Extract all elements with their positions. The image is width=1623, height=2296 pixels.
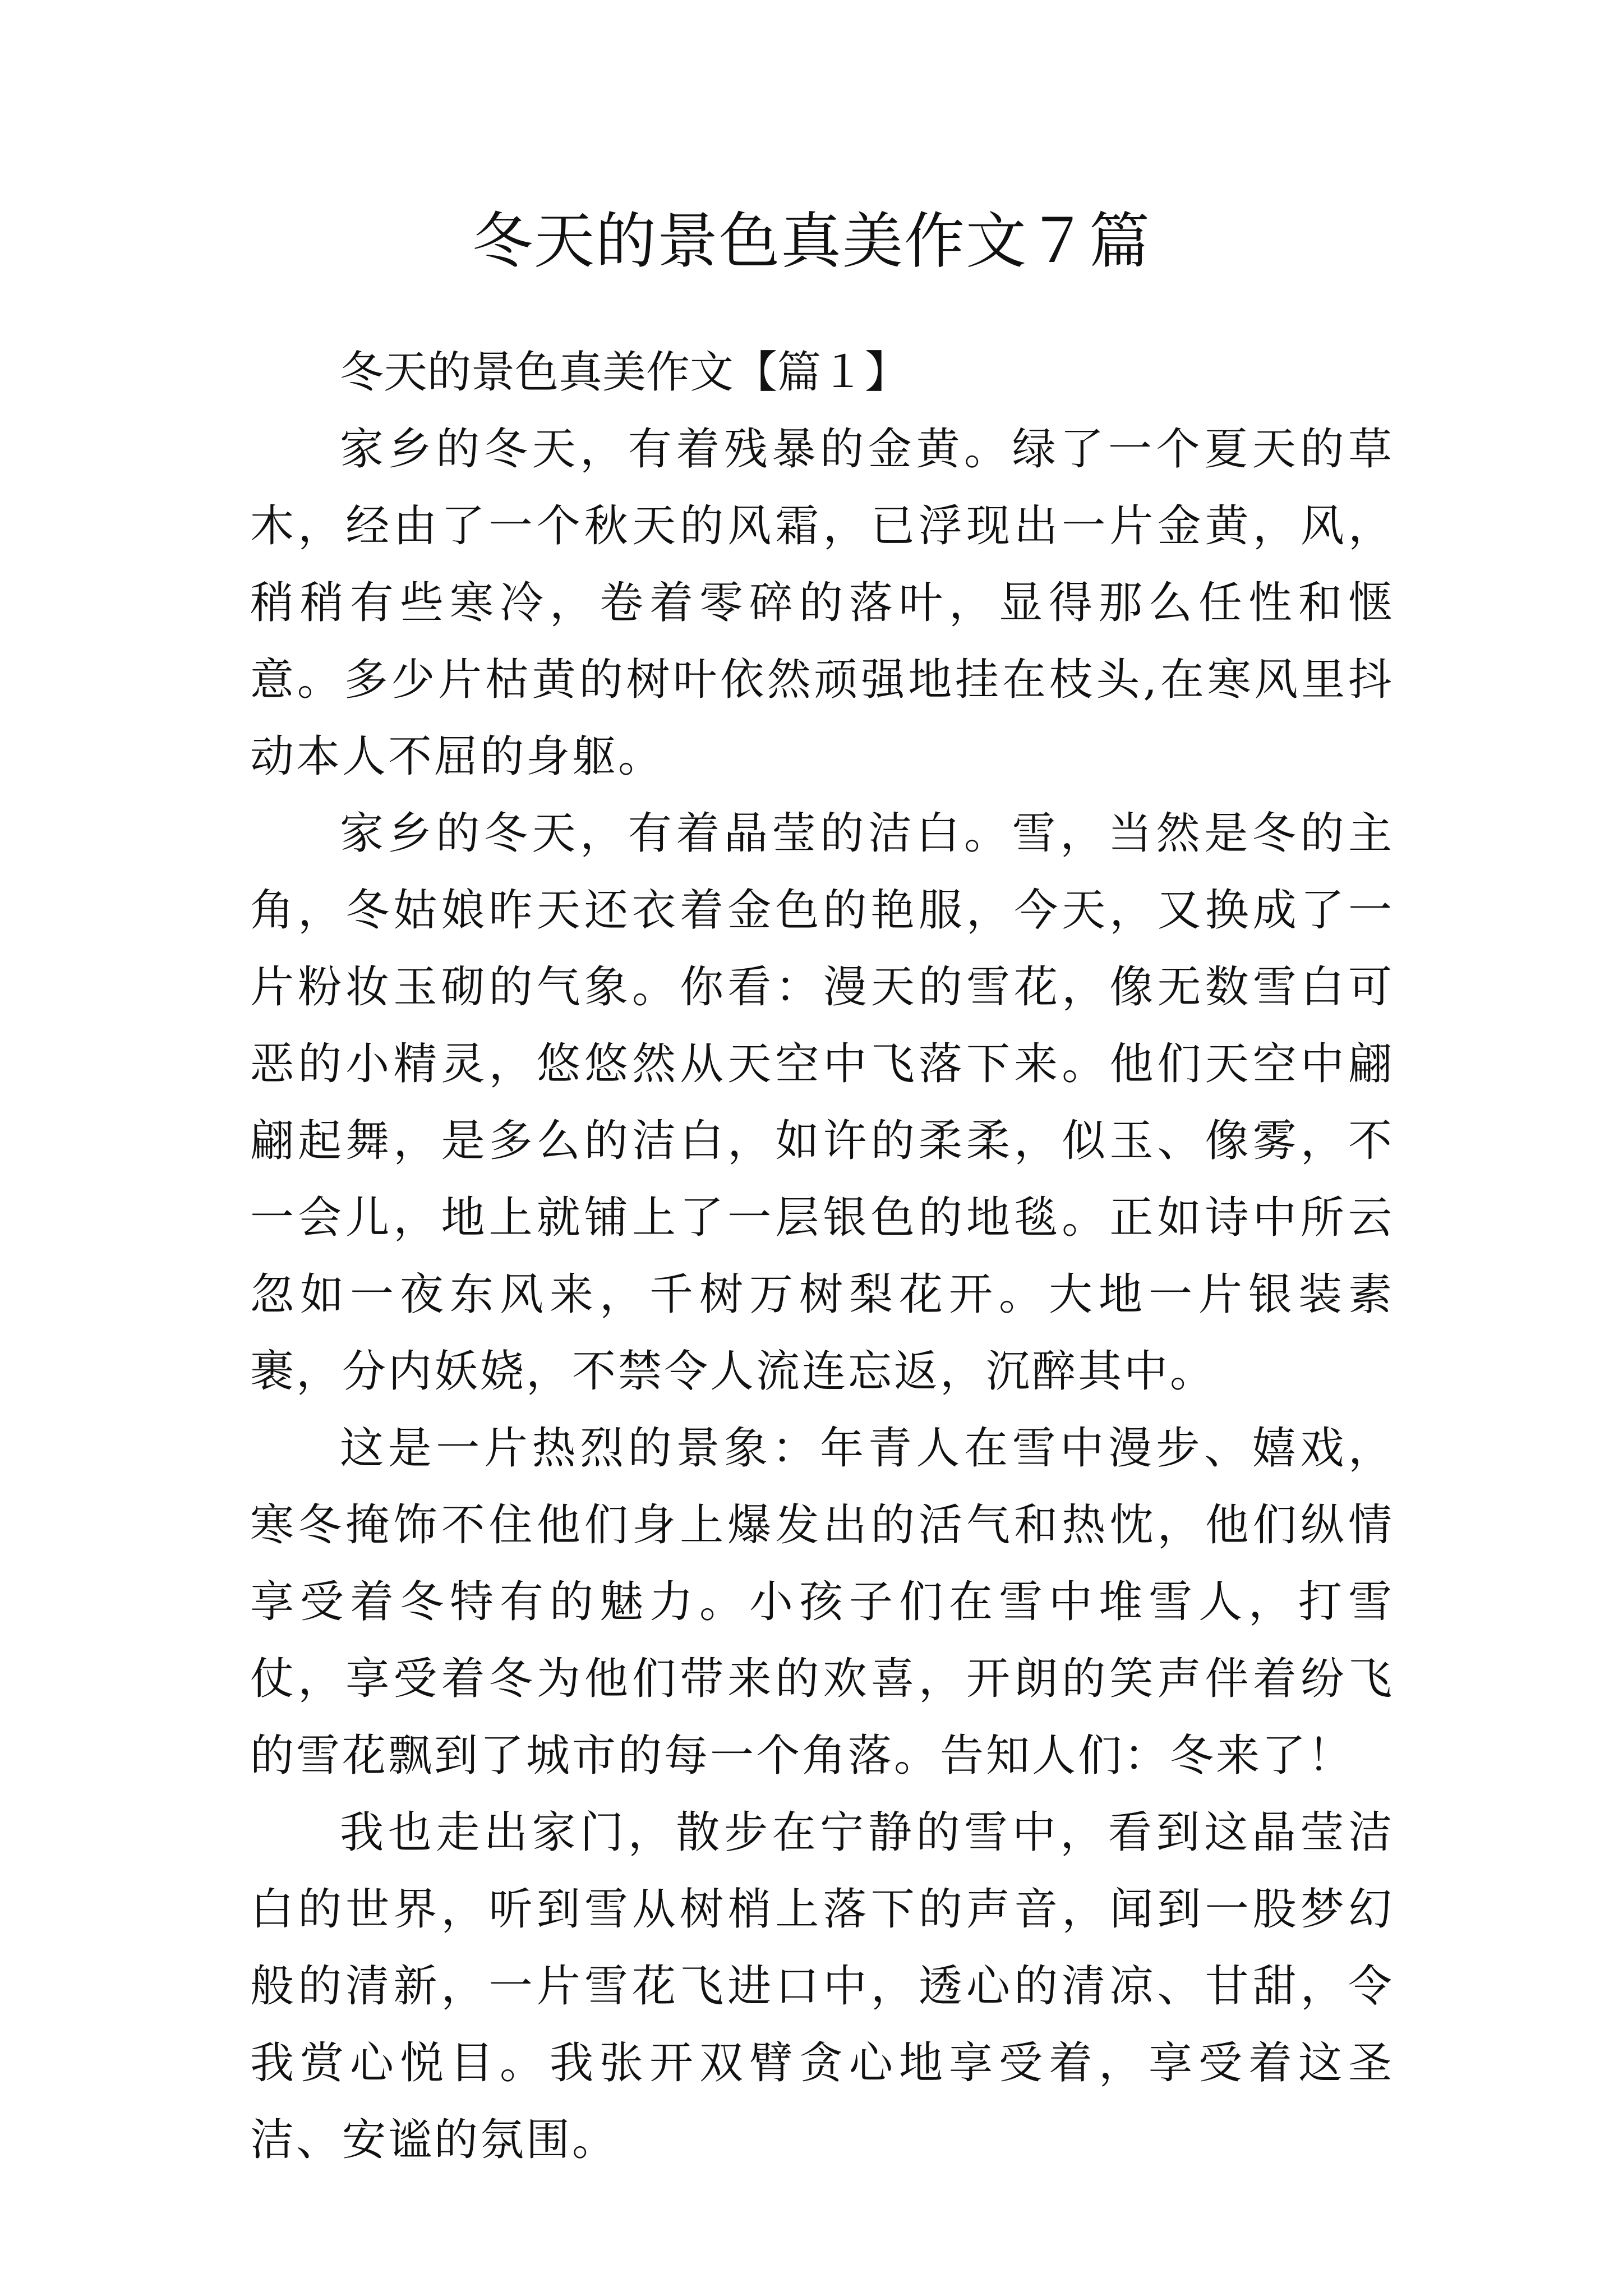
paragraph-1: 家乡的冬天，有着残暴的金黄。绿了一个夏天的草木，经由了一个秋天的风霜，已浮现出一片金黄，风，稍稍有些寒冷，卷着零碎的落叶，显得那么任性和惬意。多少片枯黄的树叶依然顽强地挂在枝头,在寒风里抖动本人不屈的身躯。 [250,424,1394,782]
document-title: 冬天的景色真美作文７篇 [472,206,1151,277]
paragraph-3: 这是一片热烈的景象：年青人在雪中漫步、嬉戏，寒冬掩饰不住他们身上爆发出的活气和热忱，他们纵情享受着冬特有的魅力。小孩子们在雪中堆雪人，打雪仗，享受着冬为他们带来的欢喜，开朗的笑声伴着纷飞的雪花飘到了城市的每一个角落。告知人们：冬来了！ [250,1423,1394,1781]
section-heading: 冬天的景色真美作文【篇１】 [340,347,909,398]
paragraph-2: 家乡的冬天，有着晶莹的洁白。雪，当然是冬的主角，冬姑娘昨天还衣着金色的艳服，今天，又换成了一片粉妆玉砌的气象。你看：漫天的雪花，像无数雪白可恶的小精灵，悠悠然从天空中飞落下来。他们天空中翩翩起舞，是多么的洁白，如许的柔柔，似玉、像雾，不一会儿，地上就铺上了一层银色的地毯。正如诗中所云忽如一夜东风来，千树万树梨花开。大地一片银装素裹，分内妖娆，不禁令人流连忘返，沉醉其中。 [250,808,1394,1397]
paragraph-4: 我也走出家门，散步在宁静的雪中，看到这晶莹洁白的世界，听到雪从树梢上落下的声音，闻到一股梦幻般的清新，一片雪花飞进口中，透心的清凉、甘甜，令我赏心悦目。我张开双臂贪心地享受着，享受着这圣洁、安谧的氛围。 [250,1807,1394,2165]
document-body [250,334,1394,2179]
